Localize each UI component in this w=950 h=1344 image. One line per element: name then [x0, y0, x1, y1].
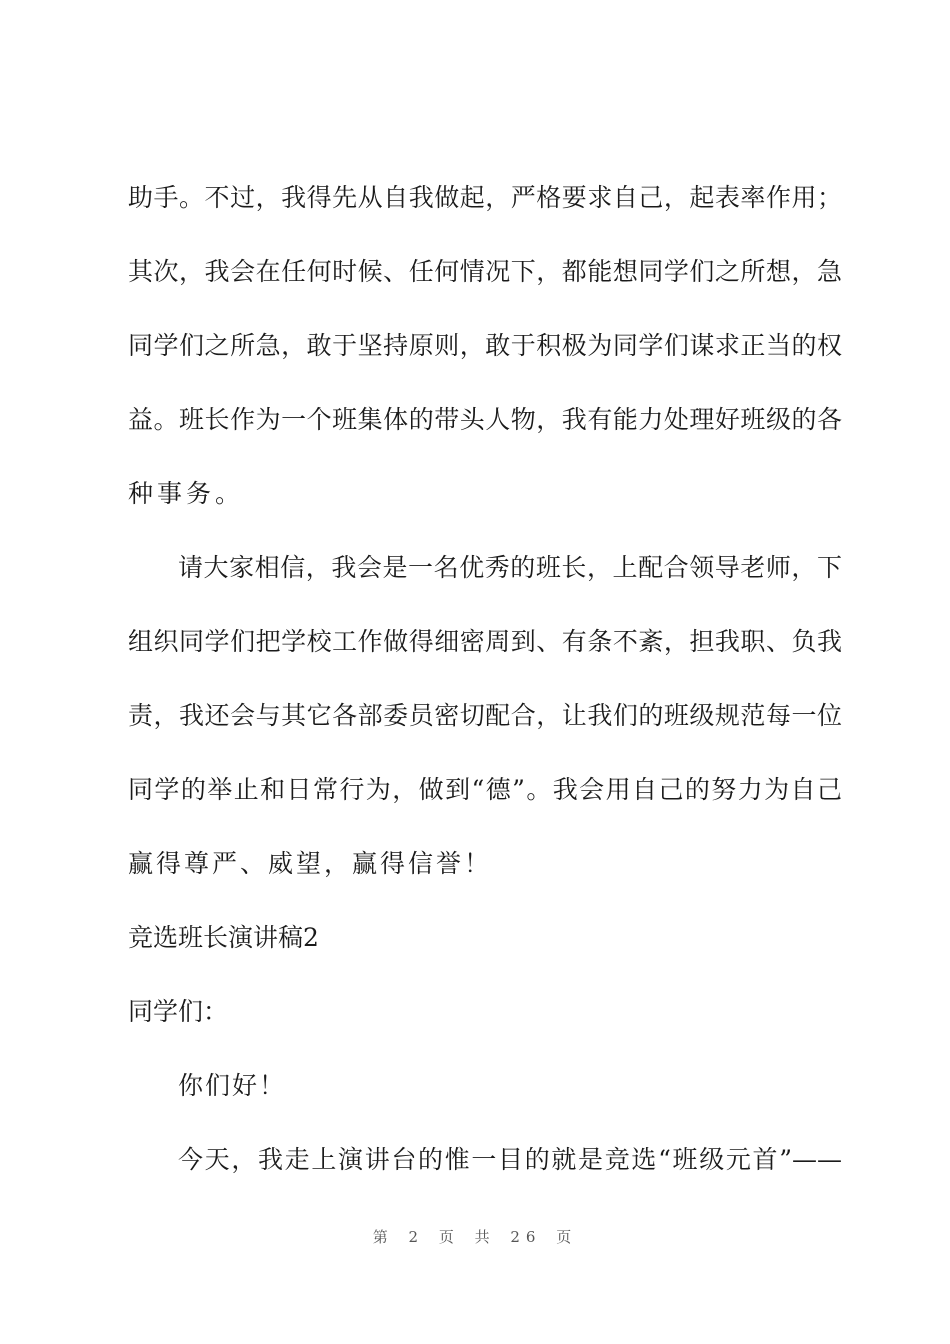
paragraph-line: 赢得尊严、威望，赢得信誉！	[128, 849, 493, 878]
paragraph-line: 同学的举止和日常行为，做到“德”。我会用自己的努力为自己	[128, 775, 842, 804]
paragraph-line: 请大家相信，我会是一名优秀的班长，上配合领导老师，下	[178, 553, 842, 582]
section-heading: 竞选班长演讲稿2	[128, 923, 319, 952]
paragraph-line: 责，我还会与其它各部委员密切配合，让我们的班级规范每一位	[128, 701, 842, 730]
paragraph-line: 助手。不过，我得先从自我做起，严格要求自己，起表率作用；	[128, 183, 842, 212]
paragraph-line: 其次，我会在任何时候、任何情况下，都能想同学们之所想，急	[128, 257, 842, 286]
paragraph-line: 种事务。	[128, 479, 245, 508]
paragraph-line: 益。班长作为一个班集体的带头人物，我有能力处理好班级的各	[128, 405, 842, 434]
greeting: 你们好！	[178, 1071, 287, 1100]
page-number-footer: 第 2 页 共 26 页	[372, 1228, 578, 1246]
paragraph-line: 今天，我走上演讲台的惟一目的就是竞选“班级元首”——	[178, 1145, 842, 1174]
salutation: 同学们：	[128, 997, 229, 1026]
paragraph-line: 同学们之所急，敢于坚持原则，敢于积极为同学们谋求正当的权	[128, 331, 842, 360]
paragraph-line: 组织同学们把学校工作做得细密周到、有条不紊，担我职、负我	[128, 627, 842, 656]
